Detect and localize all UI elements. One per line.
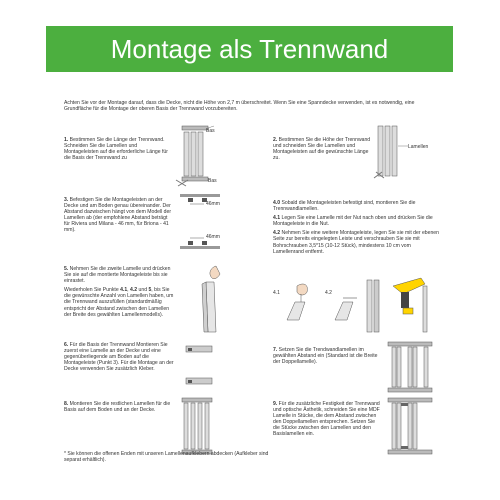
step-text: Setzen Sie die Trendwandlamellen im gewählten Abstand ein (Standard ist die Breite der Doppellamelle). — [273, 347, 378, 366]
step-number: 6. — [64, 342, 69, 348]
step-number: 7. — [273, 347, 278, 353]
label-dim-bottom: 46mm — [206, 234, 220, 240]
step-number: 3. — [64, 197, 69, 203]
figure-step-1 — [170, 122, 226, 190]
title-banner — [46, 26, 453, 72]
figure-step-9 — [384, 396, 440, 458]
step-ref: 4.2 — [130, 287, 138, 294]
step-text: Bestimmen Sie die Länge der Trennwand. Schneiden Sie die Lamellen und Montageleisten auf die erforderliche Länge für die Basis der Trennwand zu — [64, 137, 168, 162]
intro-text: Achten Sie vor der Montage darauf, dass die Decke, nicht die Höhe von 2,7 m überschreitet. Wenn Sie eine Spanndecke verwenden, ist es notwendig, eine Grundfläche für die Montage der oberen Basis der Trennwand vorzubereiten. — [64, 100, 415, 113]
step-text: Nehmen Sie eine weitere Montageleiste, legen Sie sie mit der ebenen Seite zur bereits eingelegten Leiste und verschrauben Sie sie mit Bohrschrauben 3,5*15 (10-12 Stück), mindestens 10 cm vom Lamellenrand entfernt. — [273, 230, 439, 255]
figure-step-2 — [372, 122, 440, 184]
step-number: 4.1 — [273, 215, 281, 222]
step-5 — [64, 266, 174, 321]
step-text: Für die zusätzliche Festigkeit der Trennwand und optische Ästhetik, schneiden Sie eine MDF Lamelle in Stücke, die dem Abstand zwischen den Doppellamellen entsprechen. Setzen Sie die Stücke zwischen den Lamellen und den Basislamellen ein. — [273, 401, 380, 438]
step-text: Befestigen Sie die Montageleisten an der Decke und am Boden genau übereinander. Der Abstand dazwischen hängt von dem Modell der Lamellen ab (der empfohlene Abstand beträgt für Riviera und Milana - 46 mm, für Briona - 41 mm). — [64, 197, 172, 234]
figure-step-8 — [178, 396, 218, 458]
step-text: Bestimmen Sie die Höhe der Trennwand und schneiden Sie die Lamellen und Montageleisten auf die gewünschte Länge zu. — [273, 137, 371, 162]
step-6 — [64, 342, 176, 375]
drill-icon — [393, 278, 425, 294]
step-text: Legen Sie eine Lamelle mit der Nut nach oben und drücken Sie die Montageleiste in die Nut. — [273, 215, 433, 228]
step-text: Montieren Sie die restlichen Lamellen für die Basis auf dem Boden und an der Decke. — [64, 401, 171, 414]
step-text: , bis Sie die gewünschte Anzahl von Lamellen haben, um die Trennwand auszufüllen (standardmäßig entspricht der Abstand zwischen den Lamellen der Breite des gewählten Lamellenmodells). — [64, 287, 174, 318]
label-dim-top: 46mm — [206, 201, 220, 207]
marker-42: 4.2 — [325, 290, 332, 296]
step-number: 2. — [273, 137, 278, 143]
step-number: 5. — [64, 266, 69, 272]
step-9 — [273, 401, 381, 441]
step-ref: 5 — [148, 287, 152, 294]
step-text: Sobald die Montageleisten befestigt sind, montieren Sie die Trennwandlamellen. — [273, 200, 416, 213]
figure-step-5 — [188, 262, 228, 334]
label-basis-top: Bas — [206, 128, 215, 134]
step-text: Nehmen Sie die zweite Lamelle und drücken Sie sie auf die montierte Montageleiste bis sie einrastet. — [64, 266, 171, 285]
step-number: 8. — [64, 401, 69, 407]
step-ref: 4.1 — [120, 287, 128, 294]
step-text: , — [127, 287, 131, 294]
step-8 — [64, 401, 172, 416]
marker-41: 4.1 — [273, 290, 280, 296]
figure-step-3 — [176, 192, 232, 252]
hand-icon — [210, 266, 220, 279]
step-number: 4.0 — [273, 200, 281, 206]
step-number: 1. — [64, 137, 69, 143]
label-lamellen: Lamellen — [408, 144, 429, 150]
step-text: Für die Basis der Trennwand Montieren Sie zuerst eine Lamelle an der Decke und eine gegenüberliegende am Boden auf die Montageleiste (Punkt 3). Für die Montage an der Decke verwenden Sie zusätzlich Kleber. — [64, 342, 174, 373]
step-2 — [273, 137, 373, 164]
figure-step-7 — [384, 338, 440, 398]
step-7 — [273, 347, 381, 368]
step-1 — [64, 137, 172, 164]
page-title: Montage als Trennwand — [110, 34, 389, 64]
figure-step-4 — [273, 272, 443, 336]
step-3 — [64, 197, 174, 237]
step-4 — [273, 200, 441, 258]
figure-step-6 — [180, 342, 220, 390]
step-text: und — [137, 287, 149, 294]
step-number: 9. — [273, 401, 278, 407]
step-text: Wiederholen Sie Punkte — [64, 287, 121, 294]
step-number: 4.2 — [273, 230, 281, 237]
footnote: * Sie können die offenen Enden mit unseren Lamellenaufklebern abdecken (Aufkleber sind separat erhältlich). — [64, 451, 269, 464]
label-basis-bottom: Bas — [208, 178, 217, 184]
